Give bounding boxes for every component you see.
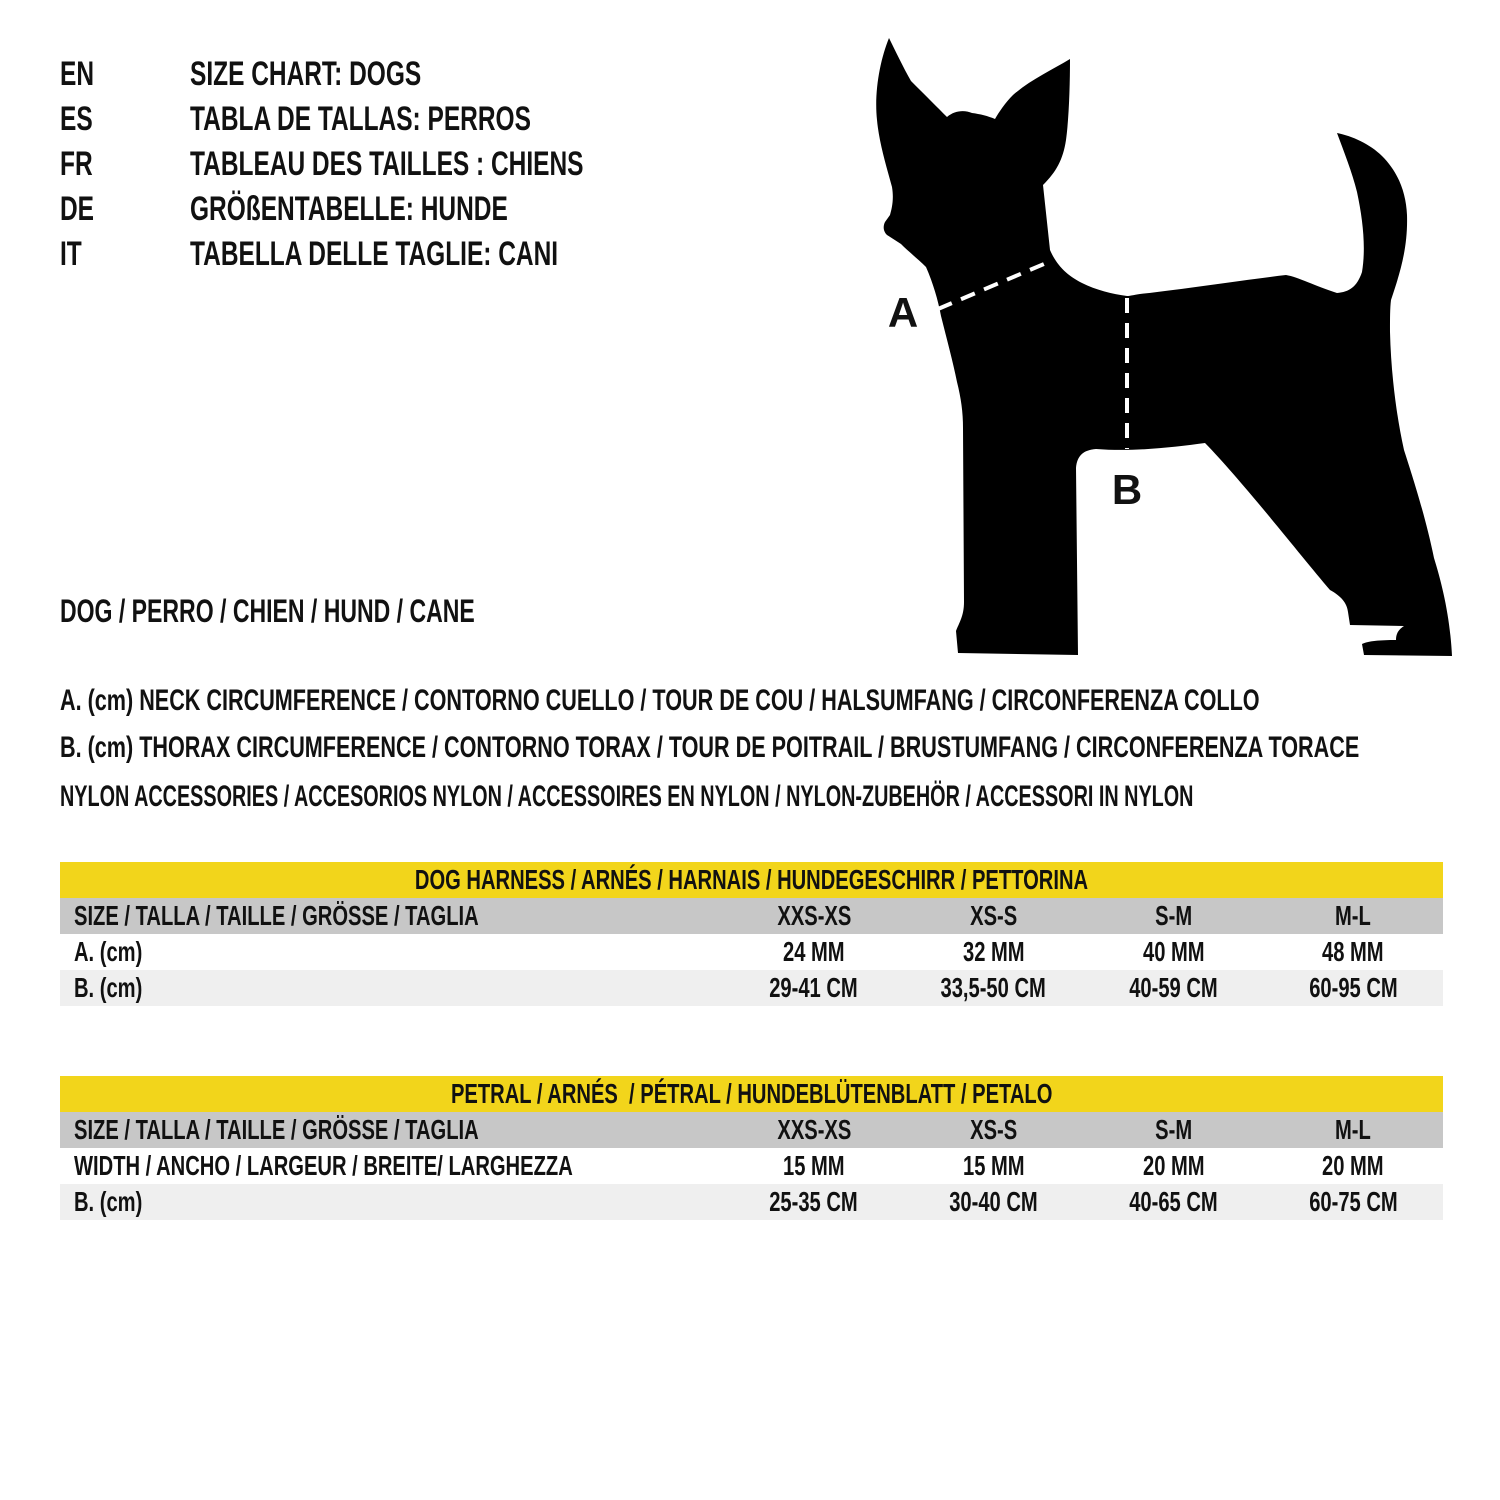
- value-cell: 25-35 CM: [769, 1186, 859, 1217]
- size-cell: XXS-XS: [776, 1114, 851, 1145]
- language-code: DE: [60, 190, 95, 228]
- harness-size-table: [60, 862, 1443, 1006]
- value-cell: 20 MM: [1322, 1150, 1384, 1181]
- table-header-row: [60, 898, 1443, 934]
- table-row: [60, 1184, 1443, 1220]
- row-label: SIZE / TALLA / TAILLE / GRÖSSE / TAGLIA: [74, 1114, 479, 1145]
- value-cell: 33,5-50 CM: [940, 972, 1047, 1003]
- row-label: A. (cm): [74, 936, 143, 967]
- size-cell: XS-S: [970, 1114, 1018, 1145]
- value-cell: 60-95 CM: [1308, 972, 1398, 1003]
- table-title: DOG HARNESS / ARNÉS / HARNAIS / HUNDEGESCHIRR / PETTORINA: [60, 862, 1443, 898]
- value-cell: 40-59 CM: [1129, 972, 1218, 1003]
- size-cell: S-M: [1154, 1114, 1192, 1145]
- value-cell: 24 MM: [783, 936, 845, 967]
- petral-size-table: [60, 1076, 1443, 1220]
- language-row-es: [60, 97, 760, 142]
- language-title: TABLA DE TALLAS: PERROS: [190, 100, 531, 138]
- row-label: WIDTH / ANCHO / LARGEUR / BREITE/ LARGHEZZA: [74, 1150, 573, 1181]
- materials-line: NYLON ACCESSORIES / ACCESORIOS NYLON / ACCESSOIRES EN NYLON / NYLON-ZUBEHÖR / ACCESSORI IN NYLON: [60, 780, 1194, 813]
- table-row: [60, 1148, 1443, 1184]
- value-cell: 40 MM: [1142, 936, 1205, 967]
- language-list: [60, 52, 760, 277]
- row-label: B. (cm): [74, 972, 143, 1003]
- dog-body-shape: [876, 38, 1452, 656]
- row-label: SIZE / TALLA / TAILLE / GRÖSSE / TAGLIA: [74, 900, 479, 931]
- size-cell: XS-S: [970, 900, 1018, 931]
- value-cell: 32 MM: [962, 936, 1025, 967]
- value-cell: 15 MM: [962, 1150, 1025, 1181]
- language-row-it: [60, 232, 760, 277]
- measure-description-b: B. (cm) THORAX CIRCUMFERENCE / CONTORNO TORAX / TOUR DE POITRAIL / BRUSTUMFANG / CIRCONFERENZA TORACE: [60, 731, 1360, 764]
- language-code: FR: [60, 145, 93, 183]
- language-code: ES: [60, 100, 93, 138]
- dog-silhouette: [860, 25, 1480, 665]
- table-title: PETRAL / ARNÉS / PÉTRAL / HUNDEBLÜTENBLATT / PETALO: [60, 1076, 1443, 1112]
- value-cell: 15 MM: [783, 1150, 845, 1181]
- value-cell: 48 MM: [1322, 936, 1384, 967]
- table-header-row: [60, 1112, 1443, 1148]
- size-cell: S-M: [1154, 900, 1192, 931]
- thorax-marker-label: B: [1111, 466, 1143, 513]
- value-cell: 30-40 CM: [949, 1186, 1038, 1217]
- row-label: B. (cm): [74, 1186, 143, 1217]
- value-cell: 60-75 CM: [1308, 1186, 1398, 1217]
- language-row-fr: [60, 142, 760, 187]
- size-cell: M-L: [1335, 1114, 1372, 1145]
- value-cell: 29-41 CM: [769, 972, 859, 1003]
- language-title: SIZE CHART: DOGS: [190, 55, 422, 93]
- size-cell: XXS-XS: [776, 900, 851, 931]
- value-cell: 40-65 CM: [1129, 1186, 1218, 1217]
- size-cell: M-L: [1335, 900, 1372, 931]
- table-row: [60, 934, 1443, 970]
- table-row: [60, 970, 1443, 1006]
- language-row-en: [60, 52, 760, 97]
- language-code: EN: [60, 55, 95, 93]
- figure-caption: DOG / PERRO / CHIEN / HUND / CANE: [60, 593, 475, 629]
- measure-description-a: A. (cm) NECK CIRCUMFERENCE / CONTORNO CUELLO / TOUR DE COU / HALSUMFANG / CIRCONFERENZA COLLO: [60, 684, 1260, 717]
- language-row-de: [60, 187, 760, 232]
- value-cell: 20 MM: [1142, 1150, 1205, 1181]
- language-code: IT: [60, 235, 82, 273]
- language-title: TABELLA DELLE TAGLIE: CANI: [190, 235, 559, 273]
- language-title: TABLEAU DES TAILLES : CHIENS: [190, 145, 584, 183]
- language-title: GRÖßENTABELLE: HUNDE: [190, 190, 508, 228]
- neck-marker-label: A: [887, 289, 919, 336]
